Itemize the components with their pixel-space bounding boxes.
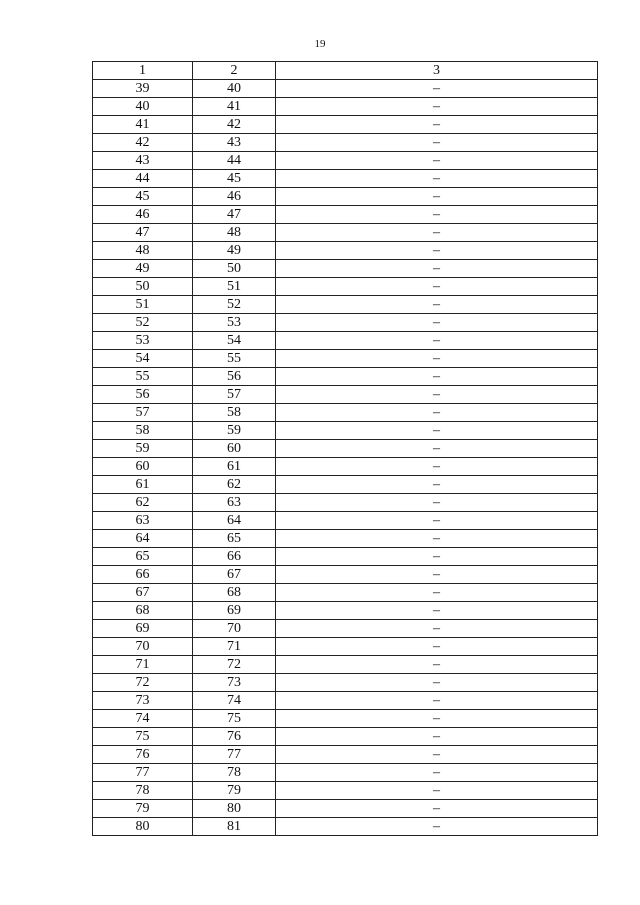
table-cell-col-1: 64: [93, 530, 193, 548]
table-cell-col-2: 71: [193, 638, 276, 656]
table-cell-col-2: 63: [193, 494, 276, 512]
table-cell-col-1: 41: [93, 116, 193, 134]
table-cell-col-3: –: [276, 602, 598, 620]
table-cell-col-3: –: [276, 134, 598, 152]
table-cell-col-2: 62: [193, 476, 276, 494]
table-cell-col-3: –: [276, 422, 598, 440]
table-cell-col-2: 61: [193, 458, 276, 476]
table-cell-col-1: 79: [93, 800, 193, 818]
table-row: [93, 818, 598, 836]
table-cell-col-2: 42: [193, 116, 276, 134]
table-row: [93, 566, 598, 584]
table-row: [93, 656, 598, 674]
table-row: [93, 620, 598, 638]
table-cell-col-1: 72: [93, 674, 193, 692]
table-cell-col-2: 56: [193, 368, 276, 386]
table-cell-col-3: –: [276, 80, 598, 98]
table-cell-col-1: 44: [93, 170, 193, 188]
table-cell-col-1: 53: [93, 332, 193, 350]
table-cell-col-3: –: [276, 512, 598, 530]
table-cell-col-2: 41: [193, 98, 276, 116]
table-row: [93, 782, 598, 800]
table-cell-col-2: 50: [193, 260, 276, 278]
table-row: [93, 134, 598, 152]
table-cell-col-3: –: [276, 782, 598, 800]
table-row: [93, 152, 598, 170]
table-row: [93, 314, 598, 332]
table-cell-col-2: 55: [193, 350, 276, 368]
column-header-3: 3: [276, 62, 598, 80]
table-cell-col-2: 64: [193, 512, 276, 530]
table-cell-col-1: 49: [93, 260, 193, 278]
table-cell-col-2: 48: [193, 224, 276, 242]
table-cell-col-1: 39: [93, 80, 193, 98]
table-cell-col-2: 49: [193, 242, 276, 260]
table-cell-col-3: –: [276, 674, 598, 692]
table-cell-col-1: 57: [93, 404, 193, 422]
table-cell-col-1: 67: [93, 584, 193, 602]
table-cell-col-2: 40: [193, 80, 276, 98]
table-cell-col-1: 50: [93, 278, 193, 296]
table-cell-col-3: –: [276, 350, 598, 368]
table-cell-col-1: 48: [93, 242, 193, 260]
table-cell-col-2: 78: [193, 764, 276, 782]
table-row: [93, 350, 598, 368]
table-row: [93, 548, 598, 566]
table-row: [93, 530, 598, 548]
table-row: [93, 494, 598, 512]
table-row: [93, 602, 598, 620]
table-cell-col-1: 56: [93, 386, 193, 404]
table-cell-col-3: –: [276, 98, 598, 116]
table-cell-col-3: –: [276, 260, 598, 278]
table-header-row: [93, 62, 598, 80]
table-cell-col-3: –: [276, 440, 598, 458]
table-row: [93, 728, 598, 746]
table-cell-col-3: –: [276, 206, 598, 224]
table-row: [93, 512, 598, 530]
table-row: [93, 296, 598, 314]
table-row: [93, 638, 598, 656]
table-cell-col-1: 55: [93, 368, 193, 386]
table-cell-col-1: 45: [93, 188, 193, 206]
table-row: [93, 440, 598, 458]
column-header-1: 1: [93, 62, 193, 80]
table-cell-col-3: –: [276, 638, 598, 656]
table-cell-col-3: –: [276, 386, 598, 404]
table-cell-col-1: 62: [93, 494, 193, 512]
table-cell-col-3: –: [276, 314, 598, 332]
table-cell-col-3: –: [276, 368, 598, 386]
table-cell-col-1: 74: [93, 710, 193, 728]
table-cell-col-2: 60: [193, 440, 276, 458]
table-cell-col-2: 65: [193, 530, 276, 548]
table-cell-col-2: 53: [193, 314, 276, 332]
table-cell-col-2: 77: [193, 746, 276, 764]
table-row: [93, 710, 598, 728]
table-cell-col-3: –: [276, 728, 598, 746]
data-table: [92, 61, 598, 836]
table-cell-col-1: 43: [93, 152, 193, 170]
table-cell-col-1: 63: [93, 512, 193, 530]
table-cell-col-1: 60: [93, 458, 193, 476]
table-cell-col-2: 47: [193, 206, 276, 224]
table-row: [93, 260, 598, 278]
table-cell-col-1: 42: [93, 134, 193, 152]
table-cell-col-1: 51: [93, 296, 193, 314]
page-number: 19: [314, 38, 326, 50]
table-cell-col-2: 72: [193, 656, 276, 674]
table-cell-col-3: –: [276, 404, 598, 422]
table-row: [93, 674, 598, 692]
table-cell-col-2: 69: [193, 602, 276, 620]
table-cell-col-1: 58: [93, 422, 193, 440]
table-cell-col-3: –: [276, 746, 598, 764]
table-cell-col-2: 80: [193, 800, 276, 818]
table-row: [93, 224, 598, 242]
table-cell-col-1: 76: [93, 746, 193, 764]
table-cell-col-1: 65: [93, 548, 193, 566]
table-row: [93, 116, 598, 134]
table-cell-col-1: 46: [93, 206, 193, 224]
table-cell-col-1: 77: [93, 764, 193, 782]
table-cell-col-1: 52: [93, 314, 193, 332]
table-cell-col-1: 47: [93, 224, 193, 242]
table-cell-col-3: –: [276, 476, 598, 494]
table-cell-col-3: –: [276, 170, 598, 188]
table-row: [93, 476, 598, 494]
table-row: [93, 170, 598, 188]
table-cell-col-2: 76: [193, 728, 276, 746]
table-cell-col-1: 80: [93, 818, 193, 836]
table-cell-col-3: –: [276, 188, 598, 206]
table-cell-col-3: –: [276, 458, 598, 476]
table-cell-col-2: 57: [193, 386, 276, 404]
table-cell-col-1: 73: [93, 692, 193, 710]
table-cell-col-2: 43: [193, 134, 276, 152]
table-cell-col-3: –: [276, 296, 598, 314]
table-cell-col-2: 66: [193, 548, 276, 566]
table-cell-col-3: –: [276, 710, 598, 728]
table-cell-col-2: 51: [193, 278, 276, 296]
table-cell-col-3: –: [276, 278, 598, 296]
table-row: [93, 422, 598, 440]
table-cell-col-1: 68: [93, 602, 193, 620]
table-cell-col-2: 54: [193, 332, 276, 350]
table-cell-col-3: –: [276, 656, 598, 674]
table-cell-col-2: 70: [193, 620, 276, 638]
table-cell-col-2: 74: [193, 692, 276, 710]
table-cell-col-2: 46: [193, 188, 276, 206]
table-cell-col-2: 68: [193, 584, 276, 602]
table-cell-col-2: 79: [193, 782, 276, 800]
table-cell-col-1: 69: [93, 620, 193, 638]
table-cell-col-2: 59: [193, 422, 276, 440]
table-cell-col-3: –: [276, 530, 598, 548]
table-row: [93, 764, 598, 782]
table-row: [93, 80, 598, 98]
table-row: [93, 404, 598, 422]
table-body: [93, 80, 598, 836]
table-row: [93, 800, 598, 818]
table-cell-col-1: 75: [93, 728, 193, 746]
table-cell-col-1: 59: [93, 440, 193, 458]
table-cell-col-2: 67: [193, 566, 276, 584]
table-cell-col-2: 75: [193, 710, 276, 728]
table-cell-col-1: 71: [93, 656, 193, 674]
column-header-2: 2: [193, 62, 276, 80]
table-cell-col-2: 73: [193, 674, 276, 692]
table-cell-col-1: 70: [93, 638, 193, 656]
table-row: [93, 278, 598, 296]
table-cell-col-1: 61: [93, 476, 193, 494]
table-row: [93, 242, 598, 260]
table-row: [93, 332, 598, 350]
table-row: [93, 692, 598, 710]
table-cell-col-2: 45: [193, 170, 276, 188]
table-cell-col-1: 78: [93, 782, 193, 800]
table-cell-col-3: –: [276, 494, 598, 512]
table-cell-col-2: 52: [193, 296, 276, 314]
table-cell-col-1: 54: [93, 350, 193, 368]
table-cell-col-3: –: [276, 152, 598, 170]
table-cell-col-3: –: [276, 224, 598, 242]
table-row: [93, 458, 598, 476]
table-cell-col-3: –: [276, 692, 598, 710]
table-row: [93, 584, 598, 602]
table-cell-col-3: –: [276, 116, 598, 134]
table-cell-col-1: 40: [93, 98, 193, 116]
table-cell-col-2: 44: [193, 152, 276, 170]
table-cell-col-3: –: [276, 584, 598, 602]
table-row: [93, 98, 598, 116]
table-row: [93, 368, 598, 386]
table-cell-col-3: –: [276, 242, 598, 260]
table-cell-col-3: –: [276, 818, 598, 836]
table-cell-col-3: –: [276, 548, 598, 566]
table-row: [93, 206, 598, 224]
table-cell-col-3: –: [276, 620, 598, 638]
table-cell-col-3: –: [276, 764, 598, 782]
table-row: [93, 386, 598, 404]
table-cell-col-2: 81: [193, 818, 276, 836]
table-cell-col-3: –: [276, 566, 598, 584]
table-cell-col-3: –: [276, 800, 598, 818]
table-row: [93, 188, 598, 206]
table-cell-col-1: 66: [93, 566, 193, 584]
table-cell-col-3: –: [276, 332, 598, 350]
table-row: [93, 746, 598, 764]
table-cell-col-2: 58: [193, 404, 276, 422]
